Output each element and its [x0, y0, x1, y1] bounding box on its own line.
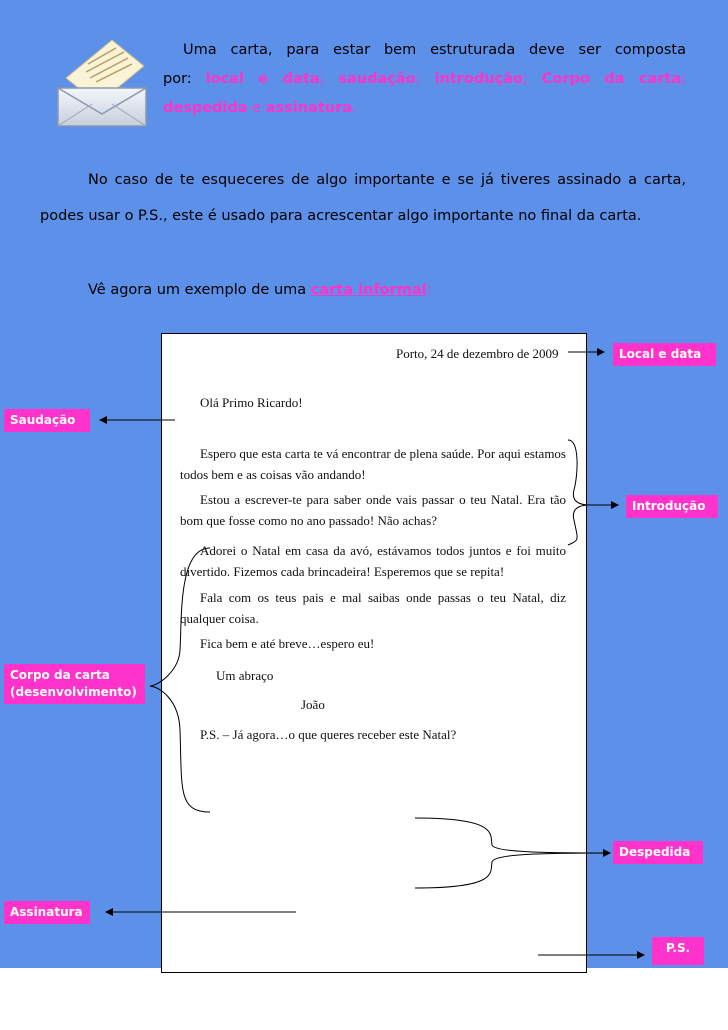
letter-paragraph-2: Estou a escrever-te para saber onde vais passar o teu Natal. Era tão bom que fosse como no ano passado! Não achas?: [180, 492, 566, 528]
label-local-data: Local e data: [613, 343, 716, 366]
keyword-assinatura: assinatura: [265, 100, 353, 116]
keyword-saudacao: saudação: [338, 71, 416, 87]
letter-sheet: [161, 333, 587, 973]
keyword-despedida: despedida: [163, 100, 248, 116]
letter-paragraph-5: Fica bem e até breve…espero eu!: [200, 636, 375, 651]
label-introducao: Introdução: [626, 495, 718, 518]
letter-ps: P.S. – Já agora…o que queres receber este Natal?: [200, 727, 457, 742]
label-assinatura: Assinatura: [4, 901, 90, 924]
intro-text: Uma carta, para estar bem estruturada deve ser composta por: local e data; saudação; introdução; Corpo da carta; despedida e assinatura.: [163, 42, 687, 116]
keyword-corpo: Corpo da carta: [541, 71, 682, 87]
envelope-letter-icon: [52, 38, 152, 130]
letter-paragraph-3: Adorei o Natal em casa da avó, estávamos todos juntos e foi muito divertido. Fizemos cada brincadeira! Esperemos que se repita!: [180, 543, 566, 579]
label-ps: P.S.: [652, 937, 704, 965]
keyword-introducao: introdução: [434, 71, 523, 87]
letter-paragraph-4: Fala com os teus pais e mal saibas onde passas o teu Natal, diz qualquer coisa.: [180, 590, 566, 626]
letter-place-date: Porto, 24 de dezembro de 2009: [396, 346, 559, 361]
paragraph-example-intro: Vê agora um exemplo de uma carta informal:: [88, 282, 432, 298]
keyword-local-data: local e data: [205, 71, 320, 87]
label-despedida: Despedida: [613, 841, 703, 864]
label-corpo-da-carta: Corpo da carta (desenvolvimento): [4, 664, 145, 704]
letter-paragraph-1: Espero que esta carta te vá encontrar de plena saúde. Por aqui estamos todos bem e as coisas vão andando!: [180, 446, 566, 482]
intro-por: por:: [163, 71, 192, 87]
carta-informal-link[interactable]: carta informal: [310, 282, 427, 298]
letter-greeting: Olá Primo Ricardo!: [200, 395, 303, 410]
letter-signature: João: [301, 697, 325, 712]
intro-line1: Uma carta, para estar bem estruturada deve ser composta: [183, 42, 686, 58]
letter-closing: Um abraço: [216, 668, 274, 683]
paragraph-ps-explanation: No caso de te esqueceres de algo importante e se já tiveres assinado a carta, podes usar o P.S., este é usado para acrescentar algo importante no final da carta.: [40, 172, 686, 224]
label-saudacao: Saudação: [4, 409, 90, 432]
